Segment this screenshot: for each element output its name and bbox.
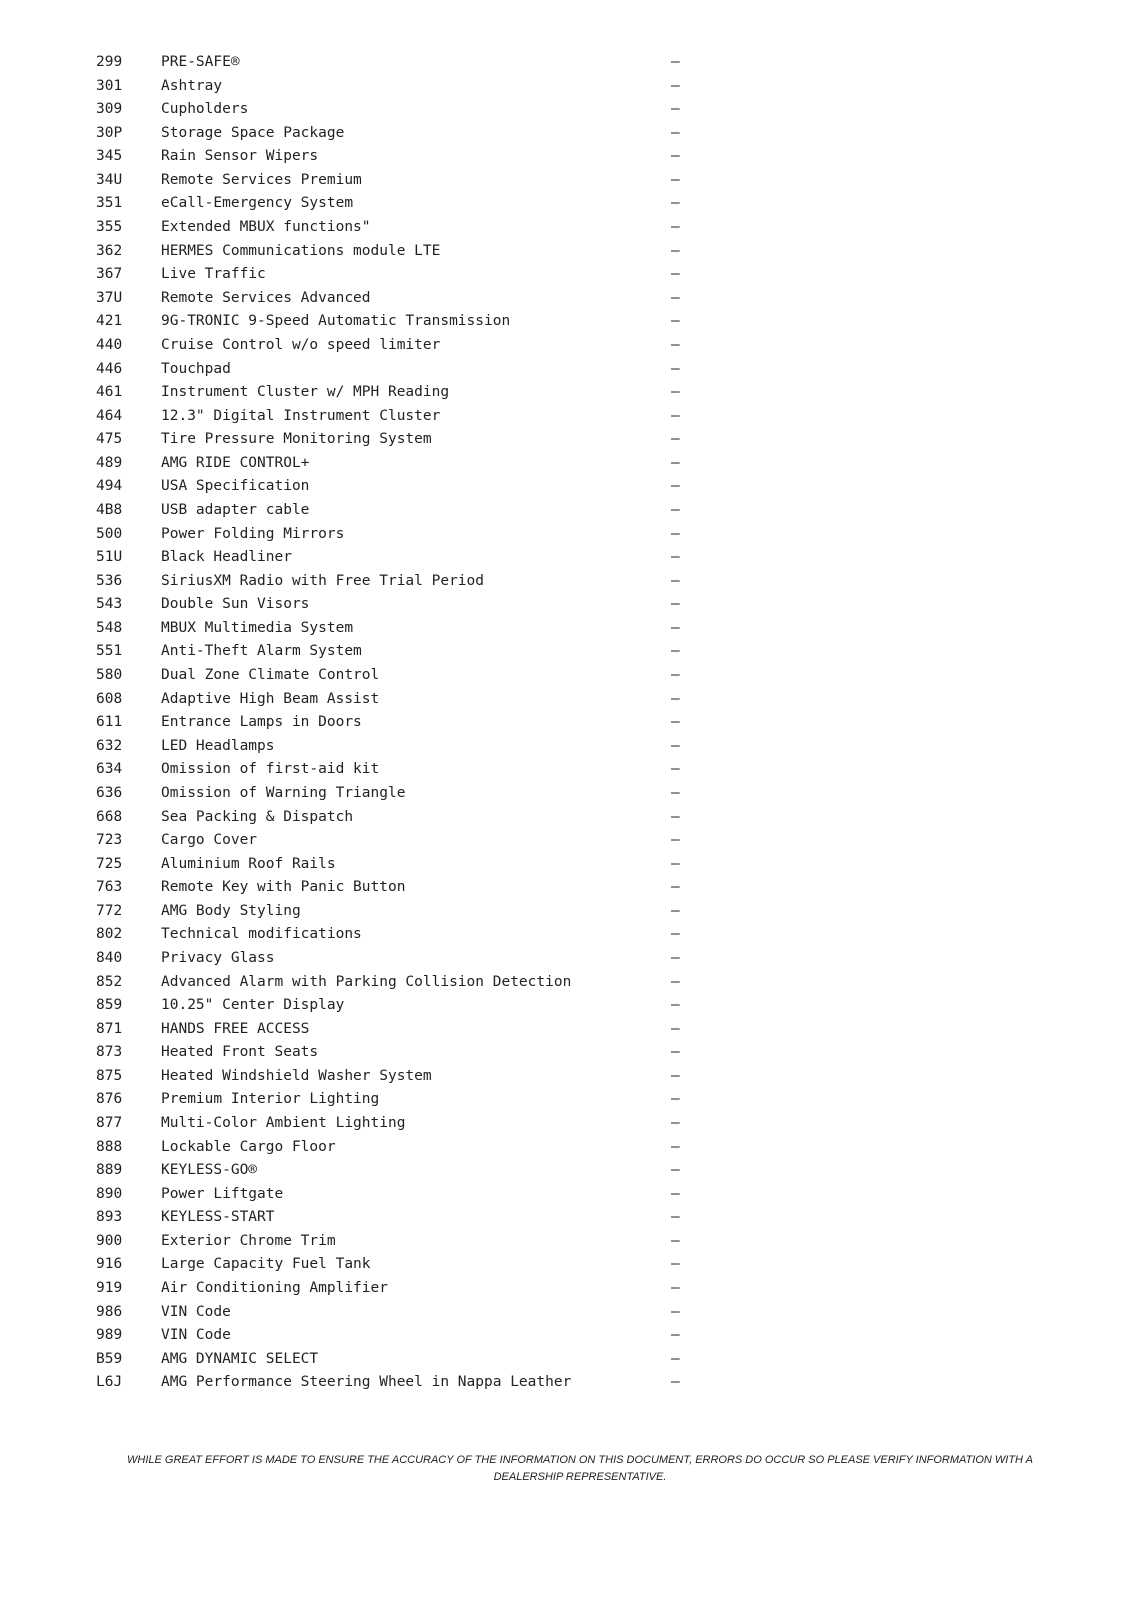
option-row xyxy=(96,98,696,122)
option-price: — xyxy=(671,478,680,495)
option-price: — xyxy=(671,195,680,212)
option-price: — xyxy=(671,360,680,377)
option-row xyxy=(96,263,696,287)
option-description: Advanced Alarm with Parking Collision Detection xyxy=(161,973,572,990)
option-description: 10.25" Center Display xyxy=(161,997,345,1014)
option-price: — xyxy=(671,1303,680,1320)
option-description: HERMES Communications module LTE xyxy=(161,242,441,259)
option-code: 355 xyxy=(96,219,123,236)
option-description: Cargo Cover xyxy=(161,832,258,849)
option-code: 889 xyxy=(96,1162,123,1179)
option-code: L6J xyxy=(96,1374,123,1391)
option-price: — xyxy=(671,572,680,589)
option-code: 30P xyxy=(96,124,123,141)
option-code: 345 xyxy=(96,148,123,165)
option-code: 500 xyxy=(96,525,123,542)
option-row xyxy=(96,1183,696,1207)
option-price: — xyxy=(671,1115,680,1132)
option-code: 859 xyxy=(96,997,123,1014)
option-price: — xyxy=(671,549,680,566)
option-row xyxy=(96,923,696,947)
option-code: 986 xyxy=(96,1303,123,1320)
option-code: 900 xyxy=(96,1232,123,1249)
option-price: — xyxy=(671,1091,680,1108)
option-price: — xyxy=(671,1327,680,1344)
option-price: — xyxy=(671,1280,680,1297)
option-price: — xyxy=(671,384,680,401)
option-row xyxy=(96,1371,696,1395)
option-code: 802 xyxy=(96,926,123,943)
option-price: — xyxy=(671,879,680,896)
option-price: — xyxy=(671,407,680,424)
option-row xyxy=(96,1088,696,1112)
option-row xyxy=(96,1112,696,1136)
option-price: — xyxy=(671,1209,680,1226)
option-row xyxy=(96,1159,696,1183)
option-price: — xyxy=(671,761,680,778)
option-description: Power Liftgate xyxy=(161,1185,284,1202)
option-price: — xyxy=(671,1020,680,1037)
option-row xyxy=(96,51,696,75)
option-price: — xyxy=(671,973,680,990)
option-row xyxy=(96,711,696,735)
option-price: — xyxy=(671,124,680,141)
option-code: 840 xyxy=(96,949,123,966)
option-row xyxy=(96,240,696,264)
option-row xyxy=(96,593,696,617)
option-code: 440 xyxy=(96,336,123,353)
option-code: 632 xyxy=(96,737,123,754)
option-price: — xyxy=(671,714,680,731)
option-price: — xyxy=(671,1232,680,1249)
option-price: — xyxy=(671,1185,680,1202)
option-price: — xyxy=(671,219,680,236)
option-description: 9G-TRONIC 9-Speed Automatic Transmission xyxy=(161,313,511,330)
option-code: 876 xyxy=(96,1091,123,1108)
option-price: — xyxy=(671,855,680,872)
option-code: 893 xyxy=(96,1209,123,1226)
option-row xyxy=(96,994,696,1018)
option-code: 668 xyxy=(96,808,123,825)
option-description: KEYLESS-START xyxy=(161,1209,275,1226)
option-description: LED Headlamps xyxy=(161,737,275,754)
option-code: 875 xyxy=(96,1067,123,1084)
option-code: 989 xyxy=(96,1327,123,1344)
option-description: Cruise Control w/o speed limiter xyxy=(161,336,441,353)
option-row xyxy=(96,1041,696,1065)
option-description: 12.3" Digital Instrument Cluster xyxy=(161,407,441,424)
option-price: — xyxy=(671,266,680,283)
option-description: Touchpad xyxy=(161,360,231,377)
option-row xyxy=(96,758,696,782)
option-code: 916 xyxy=(96,1256,123,1273)
option-price: — xyxy=(671,596,680,613)
option-row xyxy=(96,1230,696,1254)
option-code: B59 xyxy=(96,1350,123,1367)
option-description: Adaptive High Beam Assist xyxy=(161,690,380,707)
option-description: Large Capacity Fuel Tank xyxy=(161,1256,371,1273)
option-description: Lockable Cargo Floor xyxy=(161,1138,336,1155)
option-price: — xyxy=(671,926,680,943)
options-list xyxy=(96,51,696,1395)
option-description: Entrance Lamps in Doors xyxy=(161,714,362,731)
option-description: Anti-Theft Alarm System xyxy=(161,643,362,660)
option-description: Sea Packing & Dispatch xyxy=(161,808,354,825)
option-code: 611 xyxy=(96,714,123,731)
option-description: Live Traffic xyxy=(161,266,266,283)
option-price: — xyxy=(671,949,680,966)
option-description: Premium Interior Lighting xyxy=(161,1091,380,1108)
option-code: 536 xyxy=(96,572,123,589)
option-row xyxy=(96,499,696,523)
option-row xyxy=(96,1277,696,1301)
option-row xyxy=(96,428,696,452)
option-description: Air Conditioning Amplifier xyxy=(161,1280,388,1297)
option-code: 299 xyxy=(96,54,123,70)
option-code: 367 xyxy=(96,266,123,283)
option-price: — xyxy=(671,101,680,118)
option-row xyxy=(96,145,696,169)
option-code: 725 xyxy=(96,855,123,872)
option-price: — xyxy=(671,171,680,188)
option-row xyxy=(96,900,696,924)
option-code: 489 xyxy=(96,454,123,471)
option-row xyxy=(96,169,696,193)
option-row xyxy=(96,546,696,570)
option-row xyxy=(96,664,696,688)
option-row xyxy=(96,570,696,594)
option-row xyxy=(96,782,696,806)
option-row xyxy=(96,310,696,334)
option-description: AMG RIDE CONTROL+ xyxy=(161,454,310,471)
option-description: Remote Services Advanced xyxy=(161,289,371,306)
option-price: — xyxy=(671,784,680,801)
option-description: Remote Services Premium xyxy=(161,171,362,188)
option-code: 772 xyxy=(96,902,123,919)
option-code: 34U xyxy=(96,171,123,188)
option-description: Exterior Chrome Trim xyxy=(161,1232,336,1249)
option-description: Power Folding Mirrors xyxy=(161,525,345,542)
option-code: 888 xyxy=(96,1138,123,1155)
option-description: USB adapter cable xyxy=(161,501,310,518)
option-description: HANDS FREE ACCESS xyxy=(161,1020,310,1037)
option-code: 634 xyxy=(96,761,123,778)
option-code: 852 xyxy=(96,973,123,990)
option-price: — xyxy=(671,832,680,849)
option-code: 723 xyxy=(96,832,123,849)
option-row xyxy=(96,1206,696,1230)
option-description: Heated Front Seats xyxy=(161,1044,319,1061)
option-description: eCall-Emergency System xyxy=(161,195,354,212)
option-code: 580 xyxy=(96,667,123,684)
option-row xyxy=(96,122,696,146)
disclaimer-line-2: DEALERSHIP REPRESENTATIVE. xyxy=(493,1471,667,1483)
option-code: 548 xyxy=(96,619,123,636)
option-description: Ashtray xyxy=(161,77,223,94)
option-description: AMG DYNAMIC SELECT xyxy=(161,1350,319,1367)
disclaimer-line-1: WHILE GREAT EFFORT IS MADE TO ENSURE THE ACCURACY OF THE INFORMATION ON THIS DOCUMENT, ERRORS DO OCCUR SO PLEASE VERIFY INFORMATION WITH A xyxy=(127,1454,1033,1466)
option-description: Black Headliner xyxy=(161,549,292,566)
option-code: 362 xyxy=(96,242,123,259)
option-price: — xyxy=(671,501,680,518)
option-row xyxy=(96,405,696,429)
option-price: — xyxy=(671,1162,680,1179)
option-price: — xyxy=(671,1044,680,1061)
option-code: 919 xyxy=(96,1280,123,1297)
option-row xyxy=(96,1018,696,1042)
option-code: 877 xyxy=(96,1115,123,1132)
option-code: 446 xyxy=(96,360,123,377)
option-description: Rain Sensor Wipers xyxy=(161,148,319,165)
option-description: VIN Code xyxy=(161,1327,231,1344)
option-description: Omission of Warning Triangle xyxy=(161,784,406,801)
option-price: — xyxy=(671,54,680,70)
option-description: Technical modifications xyxy=(161,926,362,943)
option-description: AMG Body Styling xyxy=(161,902,301,919)
option-code: 421 xyxy=(96,313,123,330)
option-price: — xyxy=(671,148,680,165)
disclaimer xyxy=(100,1452,1060,1486)
option-price: — xyxy=(671,289,680,306)
option-description: SiriusXM Radio with Free Trial Period xyxy=(161,572,485,589)
option-code: 351 xyxy=(96,195,123,212)
option-description: Omission of first-aid kit xyxy=(161,761,380,778)
option-price: — xyxy=(671,667,680,684)
option-description: MBUX Multimedia System xyxy=(161,619,354,636)
option-description: Dual Zone Climate Control xyxy=(161,667,380,684)
option-row xyxy=(96,806,696,830)
option-price: — xyxy=(671,1350,680,1367)
option-price: — xyxy=(671,1138,680,1155)
option-code: 37U xyxy=(96,289,123,306)
option-description: Multi-Color Ambient Lighting xyxy=(161,1115,406,1132)
option-price: — xyxy=(671,1374,680,1391)
option-code: 464 xyxy=(96,407,123,424)
option-price: — xyxy=(671,431,680,448)
option-description: Storage Space Package xyxy=(161,124,345,141)
option-description: Aluminium Roof Rails xyxy=(161,855,336,872)
option-row xyxy=(96,1301,696,1325)
option-row xyxy=(96,735,696,759)
option-row xyxy=(96,381,696,405)
option-row xyxy=(96,617,696,641)
option-description: VIN Code xyxy=(161,1303,231,1320)
option-row xyxy=(96,947,696,971)
option-row xyxy=(96,971,696,995)
option-row xyxy=(96,287,696,311)
option-price: — xyxy=(671,1256,680,1273)
option-price: — xyxy=(671,902,680,919)
option-row xyxy=(96,475,696,499)
option-price: — xyxy=(671,454,680,471)
option-description: Tire Pressure Monitoring System xyxy=(161,431,432,448)
option-row xyxy=(96,640,696,664)
option-code: 873 xyxy=(96,1044,123,1061)
option-description: Instrument Cluster w/ MPH Reading xyxy=(161,384,450,401)
option-row xyxy=(96,876,696,900)
option-price: — xyxy=(671,997,680,1014)
option-code: 608 xyxy=(96,690,123,707)
option-price: — xyxy=(671,242,680,259)
option-price: — xyxy=(671,690,680,707)
option-price: — xyxy=(671,737,680,754)
option-row xyxy=(96,523,696,547)
option-code: 461 xyxy=(96,384,123,401)
option-description: KEYLESS-GO® xyxy=(161,1162,258,1179)
option-code: 309 xyxy=(96,101,123,118)
option-price: — xyxy=(671,1067,680,1084)
option-row xyxy=(96,1065,696,1089)
option-row xyxy=(96,192,696,216)
option-code: 543 xyxy=(96,596,123,613)
option-code: 494 xyxy=(96,478,123,495)
option-price: — xyxy=(671,525,680,542)
option-description: Double Sun Visors xyxy=(161,596,310,613)
option-row xyxy=(96,358,696,382)
option-description: PRE-SAFE® xyxy=(161,54,240,70)
option-code: 301 xyxy=(96,77,123,94)
option-row xyxy=(96,1136,696,1160)
option-description: Cupholders xyxy=(161,101,249,118)
option-price: — xyxy=(671,808,680,825)
option-row xyxy=(96,334,696,358)
option-code: 763 xyxy=(96,879,123,896)
option-row xyxy=(96,1253,696,1277)
option-row xyxy=(96,1348,696,1372)
option-code: 51U xyxy=(96,549,123,566)
option-row xyxy=(96,829,696,853)
option-code: 4B8 xyxy=(96,501,123,518)
option-price: — xyxy=(671,313,680,330)
option-price: — xyxy=(671,77,680,94)
option-row xyxy=(96,853,696,877)
option-row xyxy=(96,1324,696,1348)
option-row xyxy=(96,452,696,476)
option-code: 871 xyxy=(96,1020,123,1037)
option-description: AMG Performance Steering Wheel in Nappa Leather xyxy=(161,1374,572,1391)
option-price: — xyxy=(671,643,680,660)
option-code: 475 xyxy=(96,431,123,448)
option-row xyxy=(96,688,696,712)
option-description: Extended MBUX functions" xyxy=(161,219,371,236)
option-price: — xyxy=(671,336,680,353)
option-description: Privacy Glass xyxy=(161,949,275,966)
option-description: Heated Windshield Washer System xyxy=(161,1067,432,1084)
option-row xyxy=(96,216,696,240)
option-code: 636 xyxy=(96,784,123,801)
option-code: 551 xyxy=(96,643,123,660)
option-description: Remote Key with Panic Button xyxy=(161,879,406,896)
option-code: 890 xyxy=(96,1185,123,1202)
option-price: — xyxy=(671,619,680,636)
option-row xyxy=(96,75,696,99)
option-description: USA Specification xyxy=(161,478,310,495)
